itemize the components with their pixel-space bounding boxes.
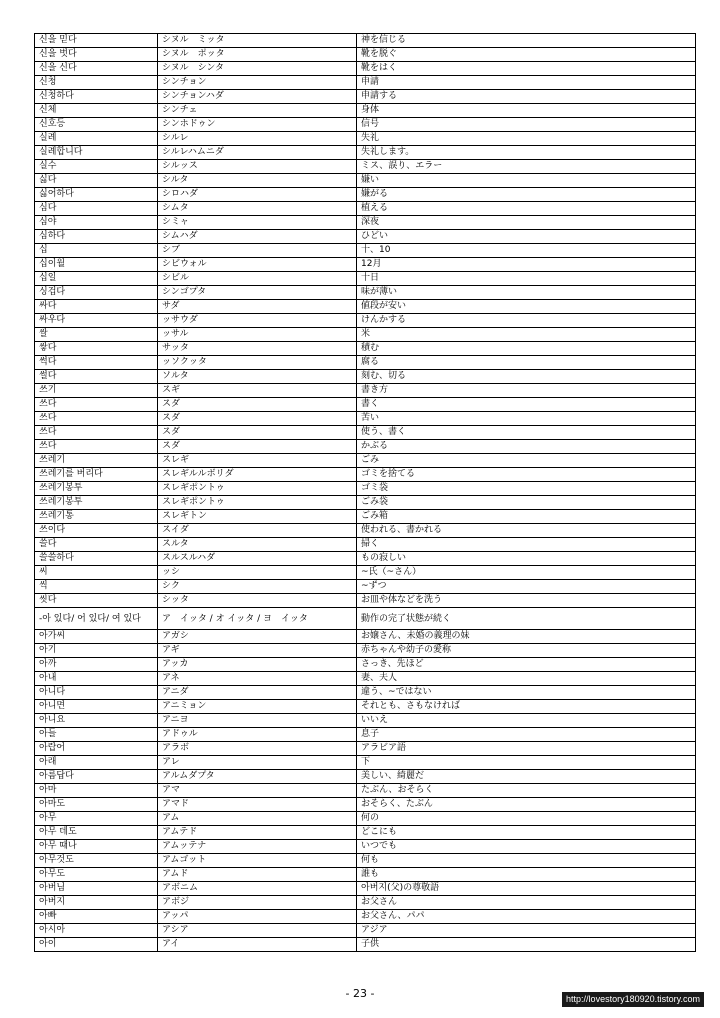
- korean-word-cell: 싸다: [35, 300, 158, 314]
- korean-word-cell: 신체: [35, 104, 158, 118]
- korean-word-cell: 아마: [35, 784, 158, 798]
- japanese-meaning-cell: 十日: [357, 272, 696, 286]
- katakana-reading-cell: シルタ: [158, 174, 357, 188]
- korean-word-cell: 쓰레기: [35, 454, 158, 468]
- katakana-reading-cell: シンチョン: [158, 76, 357, 90]
- katakana-reading-cell: シロハダ: [158, 188, 357, 202]
- katakana-reading-cell: シンチョンハダ: [158, 90, 357, 104]
- korean-word-cell: 싫다: [35, 174, 158, 188]
- katakana-reading-cell: スレギポントゥ: [158, 482, 357, 496]
- katakana-reading-cell: アニダ: [158, 686, 357, 700]
- katakana-reading-cell: シルレハムニダ: [158, 146, 357, 160]
- table-row: [35, 938, 696, 952]
- korean-word-cell: 아가씨: [35, 630, 158, 644]
- japanese-meaning-cell: ~ずつ: [357, 580, 696, 594]
- table-row: [35, 230, 696, 244]
- korean-word-cell: 쓰레기봉투: [35, 496, 158, 510]
- japanese-meaning-cell: ミス、誤り、エラー: [357, 160, 696, 174]
- katakana-reading-cell: ッソクッタ: [158, 356, 357, 370]
- table-row: [35, 608, 696, 630]
- japanese-meaning-cell: 靴を脱ぐ: [357, 48, 696, 62]
- table-row: [35, 104, 696, 118]
- katakana-reading-cell: アシア: [158, 924, 357, 938]
- korean-word-cell: 아빠: [35, 910, 158, 924]
- korean-word-cell: -아 있다/ 어 있다/ 여 있다: [35, 608, 158, 630]
- table-row: [35, 784, 696, 798]
- table-row: [35, 524, 696, 538]
- table-row: [35, 426, 696, 440]
- korean-word-cell: 신청하다: [35, 90, 158, 104]
- table-row: [35, 146, 696, 160]
- katakana-reading-cell: アギ: [158, 644, 357, 658]
- korean-word-cell: 신을 벗다: [35, 48, 158, 62]
- japanese-meaning-cell: 申請する: [357, 90, 696, 104]
- korean-word-cell: 쓰기: [35, 384, 158, 398]
- table-row: [35, 440, 696, 454]
- japanese-meaning-cell: 積む: [357, 342, 696, 356]
- katakana-reading-cell: アボジ: [158, 896, 357, 910]
- katakana-reading-cell: ソルタ: [158, 370, 357, 384]
- katakana-reading-cell: アッカ: [158, 658, 357, 672]
- katakana-reading-cell: スルタ: [158, 538, 357, 552]
- katakana-reading-cell: スレギトン: [158, 510, 357, 524]
- korean-word-cell: 쓰레기를 버리다: [35, 468, 158, 482]
- katakana-reading-cell: アルムダプタ: [158, 770, 357, 784]
- japanese-meaning-cell: 美しい、綺麗だ: [357, 770, 696, 784]
- japanese-meaning-cell: 書く: [357, 398, 696, 412]
- korean-word-cell: 쓸다: [35, 538, 158, 552]
- katakana-reading-cell: シヌル ポッタ: [158, 48, 357, 62]
- korean-word-cell: 신을 믿다: [35, 34, 158, 48]
- katakana-reading-cell: スダ: [158, 412, 357, 426]
- japanese-meaning-cell: アジア: [357, 924, 696, 938]
- table-row: [35, 188, 696, 202]
- table-row: [35, 216, 696, 230]
- vocabulary-table-body: [35, 34, 696, 952]
- japanese-meaning-cell: 嫌い: [357, 174, 696, 188]
- japanese-meaning-cell: 信号: [357, 118, 696, 132]
- japanese-meaning-cell: 十、10: [357, 244, 696, 258]
- japanese-meaning-cell: 誰も: [357, 868, 696, 882]
- korean-word-cell: 쌓다: [35, 342, 158, 356]
- korean-word-cell: 아랍어: [35, 742, 158, 756]
- katakana-reading-cell: スダ: [158, 426, 357, 440]
- korean-word-cell: 십: [35, 244, 158, 258]
- korean-word-cell: 아무것도: [35, 854, 158, 868]
- japanese-meaning-cell: ~氏（~さん）: [357, 566, 696, 580]
- japanese-meaning-cell: 何の: [357, 812, 696, 826]
- table-row: [35, 118, 696, 132]
- japanese-meaning-cell: 아버지(父)の尊敬語: [357, 882, 696, 896]
- japanese-meaning-cell: 苦い: [357, 412, 696, 426]
- table-row: [35, 202, 696, 216]
- table-row: [35, 384, 696, 398]
- japanese-meaning-cell: お父さん、パパ: [357, 910, 696, 924]
- japanese-meaning-cell: アラビア語: [357, 742, 696, 756]
- katakana-reading-cell: アムド: [158, 868, 357, 882]
- korean-word-cell: 심야: [35, 216, 158, 230]
- korean-word-cell: 아름답다: [35, 770, 158, 784]
- korean-word-cell: 신을 신다: [35, 62, 158, 76]
- katakana-reading-cell: スダ: [158, 398, 357, 412]
- table-row: [35, 244, 696, 258]
- katakana-reading-cell: スレギ: [158, 454, 357, 468]
- korean-word-cell: 아버지: [35, 896, 158, 910]
- table-row: [35, 328, 696, 342]
- katakana-reading-cell: アムゴット: [158, 854, 357, 868]
- katakana-reading-cell: スダ: [158, 440, 357, 454]
- katakana-reading-cell: アガシ: [158, 630, 357, 644]
- table-row: [35, 770, 696, 784]
- katakana-reading-cell: シミャ: [158, 216, 357, 230]
- katakana-reading-cell: シルッス: [158, 160, 357, 174]
- japanese-meaning-cell: 嫌がる: [357, 188, 696, 202]
- katakana-reading-cell: スイダ: [158, 524, 357, 538]
- katakana-reading-cell: アニミョン: [158, 700, 357, 714]
- table-row: [35, 580, 696, 594]
- japanese-meaning-cell: かぶる: [357, 440, 696, 454]
- korean-word-cell: 싸우다: [35, 314, 158, 328]
- table-row: [35, 700, 696, 714]
- katakana-reading-cell: シッタ: [158, 594, 357, 608]
- japanese-meaning-cell: 靴をはく: [357, 62, 696, 76]
- table-row: [35, 812, 696, 826]
- japanese-meaning-cell: 子供: [357, 938, 696, 952]
- table-row: [35, 468, 696, 482]
- table-row: [35, 90, 696, 104]
- katakana-reading-cell: シビル: [158, 272, 357, 286]
- katakana-reading-cell: アレ: [158, 756, 357, 770]
- korean-word-cell: 아시아: [35, 924, 158, 938]
- japanese-meaning-cell: 身体: [357, 104, 696, 118]
- japanese-meaning-cell: ごみ: [357, 454, 696, 468]
- korean-word-cell: 싫어하다: [35, 188, 158, 202]
- table-row: [35, 286, 696, 300]
- japanese-meaning-cell: 使われる、書かれる: [357, 524, 696, 538]
- korean-word-cell: 실례: [35, 132, 158, 146]
- korean-word-cell: 아까: [35, 658, 158, 672]
- korean-word-cell: 썰다: [35, 370, 158, 384]
- table-row: [35, 272, 696, 286]
- table-row: [35, 258, 696, 272]
- katakana-reading-cell: アボニム: [158, 882, 357, 896]
- japanese-meaning-cell: 赤ちゃんや幼子の愛称: [357, 644, 696, 658]
- japanese-meaning-cell: お父さん: [357, 896, 696, 910]
- katakana-reading-cell: アムッテナ: [158, 840, 357, 854]
- table-row: [35, 840, 696, 854]
- table-row: [35, 482, 696, 496]
- japanese-meaning-cell: 息子: [357, 728, 696, 742]
- page-number: - 23 -: [345, 987, 375, 1000]
- japanese-meaning-cell: 動作の完了状態が続く: [357, 608, 696, 630]
- korean-word-cell: 씻다: [35, 594, 158, 608]
- blog-url-stamp[interactable]: http://lovestory180920.tistory.com: [562, 992, 704, 1007]
- japanese-meaning-cell: ひどい: [357, 230, 696, 244]
- japanese-meaning-cell: 失礼: [357, 132, 696, 146]
- japanese-meaning-cell: 腐る: [357, 356, 696, 370]
- korean-word-cell: 아버님: [35, 882, 158, 896]
- katakana-reading-cell: アイ: [158, 938, 357, 952]
- table-row: [35, 672, 696, 686]
- katakana-reading-cell: アドゥル: [158, 728, 357, 742]
- korean-word-cell: 쓸쓸하다: [35, 552, 158, 566]
- table-row: [35, 370, 696, 384]
- table-row: [35, 658, 696, 672]
- korean-word-cell: 아래: [35, 756, 158, 770]
- korean-word-cell: 아니다: [35, 686, 158, 700]
- table-row: [35, 496, 696, 510]
- japanese-meaning-cell: お皿や体などを洗う: [357, 594, 696, 608]
- korean-word-cell: 아무 때나: [35, 840, 158, 854]
- japanese-meaning-cell: 書き方: [357, 384, 696, 398]
- japanese-meaning-cell: 妻、夫人: [357, 672, 696, 686]
- japanese-meaning-cell: 植える: [357, 202, 696, 216]
- japanese-meaning-cell: おそらく、たぶん: [357, 798, 696, 812]
- korean-word-cell: 아마도: [35, 798, 158, 812]
- table-row: [35, 34, 696, 48]
- japanese-meaning-cell: いつでも: [357, 840, 696, 854]
- table-row: [35, 594, 696, 608]
- katakana-reading-cell: アッパ: [158, 910, 357, 924]
- table-row: [35, 412, 696, 426]
- korean-word-cell: 아니요: [35, 714, 158, 728]
- korean-word-cell: 쓰레기봉투: [35, 482, 158, 496]
- katakana-reading-cell: シヌル ミッタ: [158, 34, 357, 48]
- japanese-meaning-cell: 値段が安い: [357, 300, 696, 314]
- katakana-reading-cell: シンチェ: [158, 104, 357, 118]
- katakana-reading-cell: シムハダ: [158, 230, 357, 244]
- korean-word-cell: 썩다: [35, 356, 158, 370]
- japanese-meaning-cell: たぶん、おそらく: [357, 784, 696, 798]
- katakana-reading-cell: アマ: [158, 784, 357, 798]
- japanese-meaning-cell: ゴミ袋: [357, 482, 696, 496]
- katakana-reading-cell: ッサウダ: [158, 314, 357, 328]
- table-row: [35, 48, 696, 62]
- table-row: [35, 174, 696, 188]
- japanese-meaning-cell: ごみ袋: [357, 496, 696, 510]
- korean-word-cell: 쓰다: [35, 426, 158, 440]
- korean-word-cell: 아이: [35, 938, 158, 952]
- katakana-reading-cell: アムテド: [158, 826, 357, 840]
- table-row: [35, 454, 696, 468]
- korean-word-cell: 심다: [35, 202, 158, 216]
- korean-word-cell: 신청: [35, 76, 158, 90]
- japanese-meaning-cell: お嬢さん、未婚の義理の妹: [357, 630, 696, 644]
- table-row: [35, 756, 696, 770]
- katakana-reading-cell: スレギルルボリダ: [158, 468, 357, 482]
- korean-word-cell: 아무: [35, 812, 158, 826]
- korean-word-cell: 쓰이다: [35, 524, 158, 538]
- korean-word-cell: 씩: [35, 580, 158, 594]
- japanese-meaning-cell: 使う、書く: [357, 426, 696, 440]
- japanese-meaning-cell: けんかする: [357, 314, 696, 328]
- katakana-reading-cell: ア イッタ / オ イッタ / ヨ イッタ: [158, 608, 357, 630]
- table-row: [35, 76, 696, 90]
- japanese-meaning-cell: 失礼します。: [357, 146, 696, 160]
- japanese-meaning-cell: 違う、~ではない: [357, 686, 696, 700]
- korean-word-cell: 쓰레기통: [35, 510, 158, 524]
- japanese-meaning-cell: 味が薄い: [357, 286, 696, 300]
- table-row: [35, 398, 696, 412]
- table-row: [35, 644, 696, 658]
- table-row: [35, 160, 696, 174]
- table-row: [35, 356, 696, 370]
- katakana-reading-cell: アマド: [158, 798, 357, 812]
- korean-word-cell: 아기: [35, 644, 158, 658]
- korean-word-cell: 싱겁다: [35, 286, 158, 300]
- table-row: [35, 868, 696, 882]
- katakana-reading-cell: スルスルハダ: [158, 552, 357, 566]
- table-row: [35, 826, 696, 840]
- katakana-reading-cell: シク: [158, 580, 357, 594]
- katakana-reading-cell: シンゴプタ: [158, 286, 357, 300]
- korean-word-cell: 쓰다: [35, 398, 158, 412]
- katakana-reading-cell: アニヨ: [158, 714, 357, 728]
- korean-word-cell: 아무 데도: [35, 826, 158, 840]
- japanese-meaning-cell: 掃く: [357, 538, 696, 552]
- japanese-meaning-cell: ごみ箱: [357, 510, 696, 524]
- korean-word-cell: 심하다: [35, 230, 158, 244]
- katakana-reading-cell: アム: [158, 812, 357, 826]
- table-row: [35, 854, 696, 868]
- table-row: [35, 742, 696, 756]
- table-row: [35, 342, 696, 356]
- table-row: [35, 62, 696, 76]
- table-row: [35, 896, 696, 910]
- korean-word-cell: 실수: [35, 160, 158, 174]
- table-row: [35, 566, 696, 580]
- korean-word-cell: 쌀: [35, 328, 158, 342]
- korean-word-cell: 쓰다: [35, 412, 158, 426]
- table-row: [35, 552, 696, 566]
- table-row: [35, 510, 696, 524]
- katakana-reading-cell: シルレ: [158, 132, 357, 146]
- japanese-meaning-cell: ゴミを捨てる: [357, 468, 696, 482]
- korean-word-cell: 실례합니다: [35, 146, 158, 160]
- katakana-reading-cell: シンホドゥン: [158, 118, 357, 132]
- japanese-meaning-cell: 刻む、切る: [357, 370, 696, 384]
- table-row: [35, 714, 696, 728]
- katakana-reading-cell: ッサル: [158, 328, 357, 342]
- japanese-meaning-cell: それとも、さもなければ: [357, 700, 696, 714]
- japanese-meaning-cell: 下: [357, 756, 696, 770]
- japanese-meaning-cell: もの寂しい: [357, 552, 696, 566]
- japanese-meaning-cell: 神を信じる: [357, 34, 696, 48]
- japanese-meaning-cell: いいえ: [357, 714, 696, 728]
- korean-word-cell: 아내: [35, 672, 158, 686]
- table-row: [35, 314, 696, 328]
- katakana-reading-cell: シビウォル: [158, 258, 357, 272]
- katakana-reading-cell: アラボ: [158, 742, 357, 756]
- katakana-reading-cell: サッタ: [158, 342, 357, 356]
- katakana-reading-cell: サダ: [158, 300, 357, 314]
- korean-word-cell: 아무도: [35, 868, 158, 882]
- japanese-meaning-cell: 米: [357, 328, 696, 342]
- katakana-reading-cell: ッシ: [158, 566, 357, 580]
- japanese-meaning-cell: 何も: [357, 854, 696, 868]
- korean-word-cell: 아들: [35, 728, 158, 742]
- japanese-meaning-cell: どこにも: [357, 826, 696, 840]
- katakana-reading-cell: シブ: [158, 244, 357, 258]
- vocabulary-table: [34, 33, 696, 952]
- japanese-meaning-cell: 深夜: [357, 216, 696, 230]
- table-row: [35, 686, 696, 700]
- katakana-reading-cell: シヌル シンタ: [158, 62, 357, 76]
- korean-word-cell: 씨: [35, 566, 158, 580]
- korean-word-cell: 쓰다: [35, 440, 158, 454]
- table-row: [35, 910, 696, 924]
- korean-word-cell: 아니면: [35, 700, 158, 714]
- table-row: [35, 132, 696, 146]
- table-row: [35, 924, 696, 938]
- korean-word-cell: 십일: [35, 272, 158, 286]
- katakana-reading-cell: スギ: [158, 384, 357, 398]
- korean-word-cell: 신호등: [35, 118, 158, 132]
- table-row: [35, 882, 696, 896]
- table-row: [35, 630, 696, 644]
- katakana-reading-cell: アネ: [158, 672, 357, 686]
- table-row: [35, 300, 696, 314]
- japanese-meaning-cell: 12月: [357, 258, 696, 272]
- japanese-meaning-cell: 申請: [357, 76, 696, 90]
- japanese-meaning-cell: さっき、先ほど: [357, 658, 696, 672]
- katakana-reading-cell: シムタ: [158, 202, 357, 216]
- table-row: [35, 798, 696, 812]
- katakana-reading-cell: スレギポントゥ: [158, 496, 357, 510]
- table-row: [35, 538, 696, 552]
- table-row: [35, 728, 696, 742]
- korean-word-cell: 십이월: [35, 258, 158, 272]
